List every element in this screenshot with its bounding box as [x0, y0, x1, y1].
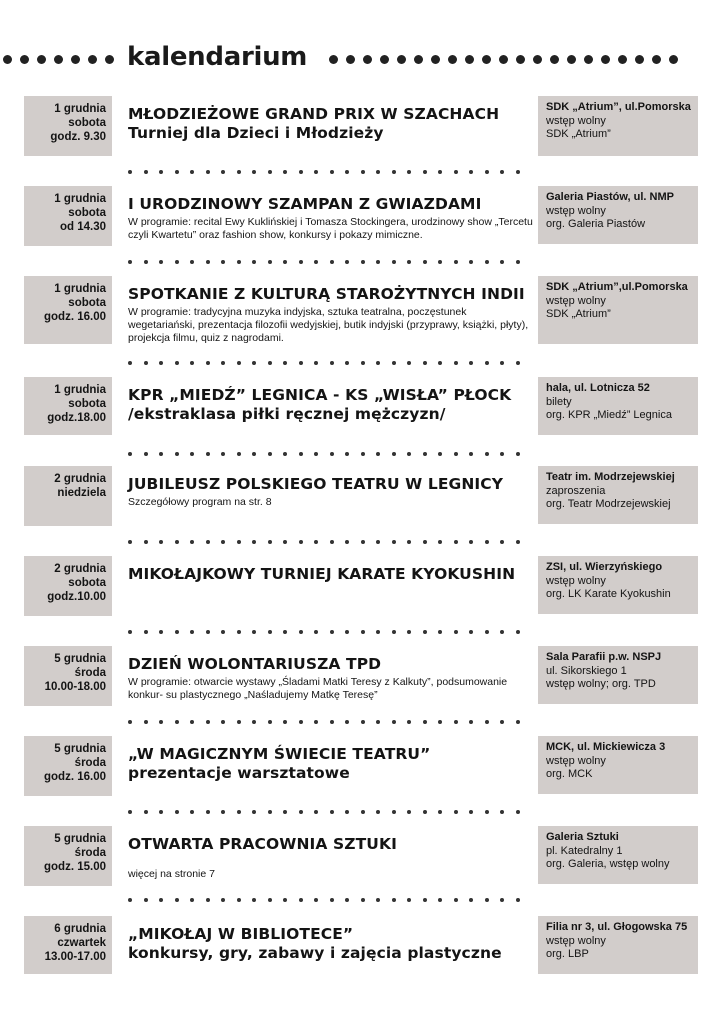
venue-name: Galeria Piastów, ul. NMP: [546, 191, 674, 203]
event-content: [128, 655, 533, 702]
event-date: 1 grudnia: [54, 384, 106, 396]
venue-line-2: wstęp wolny: [546, 934, 606, 947]
event-weekday: sobota: [68, 297, 106, 309]
event-date: 6 grudnia: [54, 923, 106, 935]
event-description: W programie: otwarcie wystawy „Śladami Matki Teresy z Kalkuty”, podsumowanie konkur- su plastycznego „Naśladujemy Matkę Teresę”: [128, 676, 508, 701]
venue-line-3: SDK „Atrium”: [546, 308, 611, 320]
venue-name: SDK „Atrium”, ul.Pomorska: [546, 101, 691, 113]
venue-line-2: bilety: [546, 395, 572, 408]
event-time: godz.18.00: [47, 412, 106, 424]
event-content: [128, 745, 533, 783]
event-weekday: sobota: [68, 207, 106, 219]
venue-line-2: wstęp wolny: [546, 574, 606, 587]
event-date-box: [24, 186, 112, 246]
event-date-box: [24, 556, 112, 616]
venue-line-3: org. Galeria, wstęp wolny: [546, 858, 670, 870]
event-time: godz. 15.00: [44, 861, 106, 873]
venue-name: Galeria Sztuki: [546, 831, 619, 843]
event-date: 1 grudnia: [54, 103, 106, 115]
event-date-box: [24, 377, 112, 435]
event-weekday: środa: [74, 757, 106, 769]
event-time: 10.00-18.00: [44, 681, 106, 693]
venue-name: Filia nr 3, ul. Głogowska 75: [546, 921, 688, 933]
event-subtitle: prezentacje warsztatowe: [128, 764, 350, 782]
event-venue-box: [538, 466, 698, 524]
event-content: [128, 475, 533, 509]
event-title: I URODZINOWY SZAMPAN Z GWIAZDAMI: [128, 195, 482, 213]
event-content: [128, 925, 533, 963]
dotted-separator: [128, 170, 531, 176]
venue-name: Sala Parafii p.w. NSPJ: [546, 651, 662, 663]
venue-line-3: org. LK Karate Kyokushin: [546, 588, 671, 600]
event-title: JUBILEUSZ POLSKIEGO TEATRU W LEGNICY: [128, 475, 504, 493]
venue-line-3: org. MCK: [546, 768, 593, 780]
dotted-separator: [128, 361, 531, 367]
event-venue-box: [538, 276, 698, 344]
event-date: 2 grudnia: [54, 563, 106, 575]
venue-name: MCK, ul. Mickiewicza 3: [546, 741, 666, 753]
event-content: [128, 195, 533, 242]
event-subtitle: konkursy, gry, zabawy i zajęcia plastyczne: [128, 944, 502, 962]
event-venue-box: [538, 186, 698, 244]
event-date-box: [24, 826, 112, 886]
event-time: godz. 9.30: [50, 131, 106, 143]
event-date-box: [24, 466, 112, 526]
event-weekday: sobota: [68, 398, 106, 410]
event-title: MIKOŁAJKOWY TURNIEJ KARATE KYOKUSHIN: [128, 565, 516, 583]
page-title: kalendarium: [127, 42, 308, 72]
event-weekday: czwartek: [57, 937, 106, 949]
venue-line-2: wstęp wolny: [546, 114, 606, 127]
event-description: W programie: recital Ewy Kuklińskiej i Tomasza Stockingera, urodzinowy show „Tercetu czyli Kwartetu” oraz fashion show, konkursy i pokazy mimiczne.: [128, 216, 533, 241]
event-date: 5 grudnia: [54, 833, 106, 845]
event-date: 1 grudnia: [54, 193, 106, 205]
event-title: DZIEŃ WOLONTARIUSZA TPD: [128, 655, 382, 673]
event-description: Szczegółowy program na str. 8: [128, 496, 272, 508]
dotted-separator: [128, 540, 531, 546]
venue-name: SDK „Atrium”,ul.Pomorska: [546, 281, 688, 293]
event-time: godz. 16.00: [44, 311, 106, 323]
event-subtitle: Turniej dla Dzieci i Młodzieży: [128, 124, 384, 142]
dotted-separator: [128, 898, 531, 904]
venue-line-2: wstęp wolny: [546, 204, 606, 217]
venue-line-2: pl. Katedralny 1: [546, 844, 623, 857]
header-dots-left: [3, 55, 122, 65]
event-subtitle: /ekstraklasa piłki ręcznej mężczyzn/: [128, 405, 446, 423]
venue-line-2: wstęp wolny: [546, 754, 606, 767]
event-title: „MIKOŁAJ W BIBLIOTECE”: [128, 925, 354, 943]
venue-line-3: org. LBP: [546, 948, 589, 960]
event-venue-box: [538, 826, 698, 884]
page-header: [0, 40, 722, 80]
venue-line-2: zaproszenia: [546, 484, 606, 497]
event-time: godz. 16.00: [44, 771, 106, 783]
venue-name: hala, ul. Lotnicza 52: [546, 382, 650, 394]
venue-line-3: org. KPR „Miedź” Legnica: [546, 409, 672, 421]
event-venue-box: [538, 646, 698, 704]
event-content: [128, 105, 533, 143]
event-description: więcej na stronie 7: [128, 868, 215, 880]
venue-line-3: SDK „Atrium”: [546, 128, 611, 140]
event-date-box: [24, 646, 112, 706]
event-date: 1 grudnia: [54, 283, 106, 295]
venue-line-3: wstęp wolny; org. TPD: [546, 678, 656, 690]
event-date-box: [24, 276, 112, 344]
event-date-box: [24, 736, 112, 796]
event-date: 2 grudnia: [54, 473, 106, 485]
event-venue-box: [538, 916, 698, 974]
dotted-separator: [128, 452, 531, 458]
event-date-box: [24, 96, 112, 156]
venue-line-2: wstęp wolny: [546, 294, 606, 307]
event-weekday: niedziela: [57, 487, 106, 499]
event-content: [128, 386, 533, 424]
event-title: KPR „MIEDŹ” LEGNICA - KS „WISŁA” PŁOCK: [128, 386, 512, 404]
event-weekday: środa: [74, 667, 106, 679]
event-time: godz.10.00: [47, 591, 106, 603]
venue-name: ZSI, ul. Wierzyńskiego: [546, 561, 663, 573]
event-title: „W MAGICZNYM ŚWIECIE TEATRU”: [128, 745, 431, 763]
dotted-separator: [128, 630, 531, 636]
event-venue-box: [538, 96, 698, 156]
event-venue-box: [538, 736, 698, 794]
event-title: OTWARTA PRACOWNIA SZTUKI: [128, 835, 397, 853]
event-title: MŁODZIEŻOWE GRAND PRIX W SZACHACH: [128, 105, 500, 123]
event-date-box: [24, 916, 112, 974]
event-content: [128, 835, 533, 881]
venue-name: Teatr im. Modrzejewskiej: [546, 471, 675, 483]
dotted-separator: [128, 260, 531, 266]
event-date: 5 grudnia: [54, 653, 106, 665]
event-title: SPOTKANIE Z KULTURĄ STAROŻYTNYCH INDII: [128, 285, 525, 303]
event-weekday: środa: [74, 847, 106, 859]
event-content: [128, 285, 533, 345]
event-weekday: sobota: [68, 577, 106, 589]
dotted-separator: [128, 720, 531, 726]
event-venue-box: [538, 377, 698, 435]
event-time: od 14.30: [59, 221, 106, 233]
event-time: 13.00-17.00: [44, 951, 106, 963]
venue-line-2: ul. Sikorskiego 1: [546, 664, 627, 677]
header-dots-right: [329, 55, 686, 65]
event-content: [128, 565, 533, 584]
venue-line-3: org. Teatr Modrzejewskiej: [546, 498, 671, 510]
venue-line-3: org. Galeria Piastów: [546, 218, 646, 230]
dotted-separator: [128, 810, 531, 816]
event-date: 5 grudnia: [54, 743, 106, 755]
event-venue-box: [538, 556, 698, 614]
event-weekday: sobota: [68, 117, 106, 129]
event-description: W programie: tradycyjna muzyka indyjska, sztuka teatralna, poczęstunek wegetariański, prezentacja filozofii wedyjskiej, butik indyjski (przyprawy, książki, płyty), projekcja filmu, quiz z nagrodami.: [128, 306, 529, 344]
